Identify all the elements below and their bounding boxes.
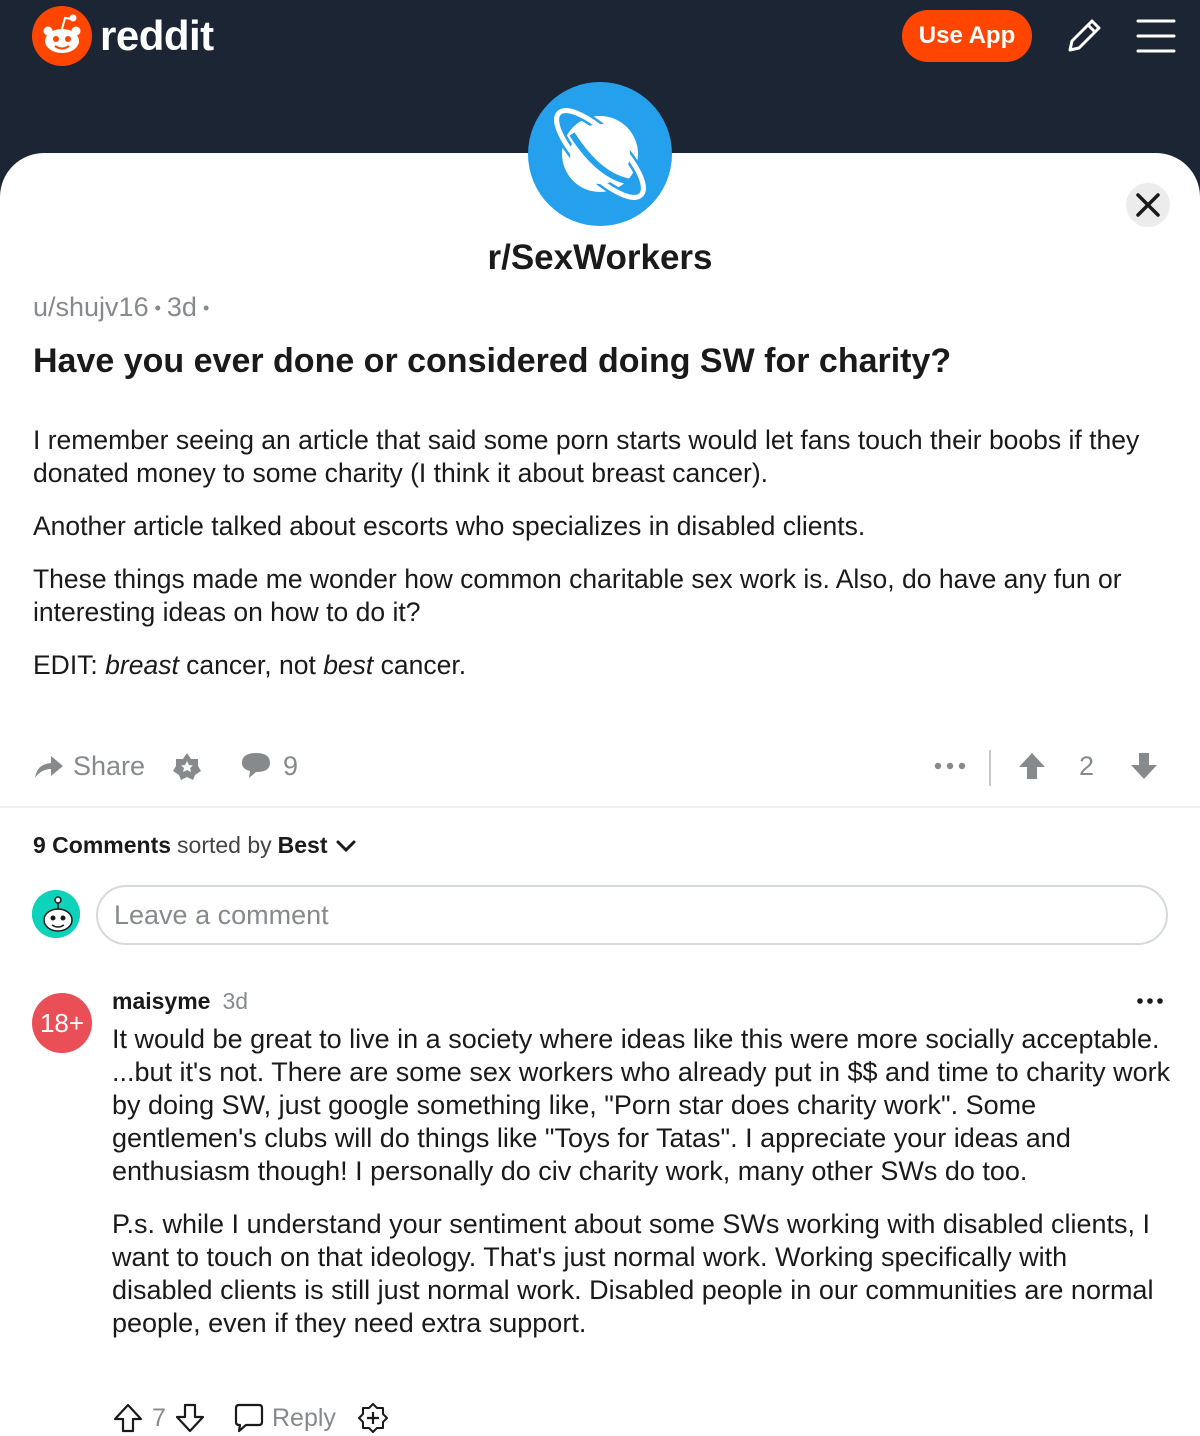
comment-bubble-icon (239, 749, 273, 783)
edit-italic: breast (105, 650, 179, 680)
separator-dot: • (202, 298, 210, 319)
comment-author[interactable]: maisyme (112, 988, 211, 1014)
comment-upvote-button[interactable] (112, 1396, 144, 1436)
post-author[interactable]: u/shujv16 (33, 292, 149, 322)
post-title: Have you ever done or considered doing SW for charity? (33, 342, 952, 380)
comment-header (112, 988, 248, 1015)
post-body (33, 424, 1168, 702)
comment-more-button[interactable] (1136, 990, 1164, 1017)
post-actions (33, 744, 1173, 794)
sort-value: Best (277, 832, 328, 858)
comment-sort[interactable] (33, 832, 358, 859)
reddit-logo[interactable] (32, 6, 214, 66)
section-divider (0, 806, 1200, 808)
share-button[interactable] (33, 744, 145, 788)
planet-icon[interactable] (528, 82, 672, 226)
comment-body (112, 1023, 1174, 1360)
use-app-button[interactable]: Use App (902, 10, 1032, 62)
menu-icon[interactable] (1134, 14, 1178, 58)
award-outline-icon (356, 1401, 390, 1435)
upvote-button[interactable] (1017, 744, 1047, 788)
post-meta (33, 292, 215, 323)
comment-downvote-button[interactable] (174, 1396, 206, 1436)
upvote-icon (1017, 751, 1047, 781)
avatar[interactable] (32, 890, 80, 938)
comment-actions (112, 1396, 412, 1436)
share-icon (33, 750, 65, 782)
edit-suffix: cancer. (373, 650, 467, 680)
comment-count: 9 (283, 750, 299, 781)
post-age: 3d (166, 292, 197, 322)
upvote-outline-icon (112, 1402, 144, 1434)
comment-paragraph: It would be great to live in a society where ideas like this were more socially acceptable. ...but it's not. There are some sex workers who already put in $$ and time to charity work by doing SW, just google something like, "Porn star does charity work". Some gentlemen's clubs will do things like "Toys for Tatas". I appreciate your ideas and enthusiasm though! I personally do civ charity work, many other SWs do too. (112, 1024, 1171, 1186)
post-paragraph: I remember seeing an article that said some porn starts would let fans touch their boobs if they donated money to some charity (I think it about breast cancer). (33, 425, 1140, 488)
edit-prefix: EDIT: (33, 650, 106, 680)
more-options-button[interactable] (933, 744, 967, 788)
post-edit-note (33, 649, 1168, 682)
post-paragraph: Another article talked about escorts who specializes in disabled clients. (33, 511, 866, 541)
brand-wordmark: reddit (100, 12, 214, 59)
more-icon (1136, 990, 1164, 1012)
comment-score: 7 (152, 1403, 166, 1432)
more-icon (933, 760, 967, 772)
reply-label: Reply (272, 1403, 336, 1432)
post-paragraph: These things made me wonder how common charitable sex work is. Also, do have any fun or interesting ideas on how to do it? (33, 564, 1122, 627)
pencil-icon[interactable] (1062, 14, 1106, 58)
edit-mid: cancer, not (178, 650, 324, 680)
reply-bubble-icon (232, 1402, 266, 1434)
sorted-by-label: sorted by (177, 832, 272, 858)
downvote-button[interactable] (1129, 744, 1159, 788)
comment-age: 3d (222, 988, 249, 1014)
subreddit-name[interactable]: r/SexWorkers (487, 238, 713, 277)
close-icon (1135, 192, 1161, 218)
vote-divider (989, 750, 991, 786)
award-button[interactable] (171, 744, 203, 788)
nsfw-avatar-badge[interactable]: 18+ (32, 993, 92, 1053)
edit-italic: best (323, 650, 374, 680)
comment-award-button[interactable] (356, 1396, 390, 1436)
reddit-logo-icon (32, 6, 92, 66)
post-score: 2 (1079, 750, 1095, 781)
comment-paragraph: P.s. while I understand your sentiment about some SWs working with disabled clients, I want to touch on that ideology. That's just normal work. Working specifically with disabled clients is still just normal work. Disabled people in our communities are normal people, even if they need extra support. (112, 1209, 1154, 1338)
comments-button[interactable] (239, 744, 298, 788)
comments-count-label: 9 Comments (33, 832, 172, 858)
share-label: Share (73, 750, 146, 781)
reply-button[interactable] (232, 1396, 336, 1436)
close-button[interactable] (1126, 183, 1170, 227)
downvote-icon (1129, 751, 1159, 781)
comment-input[interactable] (96, 885, 1168, 945)
top-bar (0, 0, 1200, 84)
award-icon (171, 750, 203, 782)
downvote-outline-icon (174, 1402, 206, 1434)
separator-dot: • (154, 298, 161, 319)
chevron-down-icon (334, 834, 358, 858)
